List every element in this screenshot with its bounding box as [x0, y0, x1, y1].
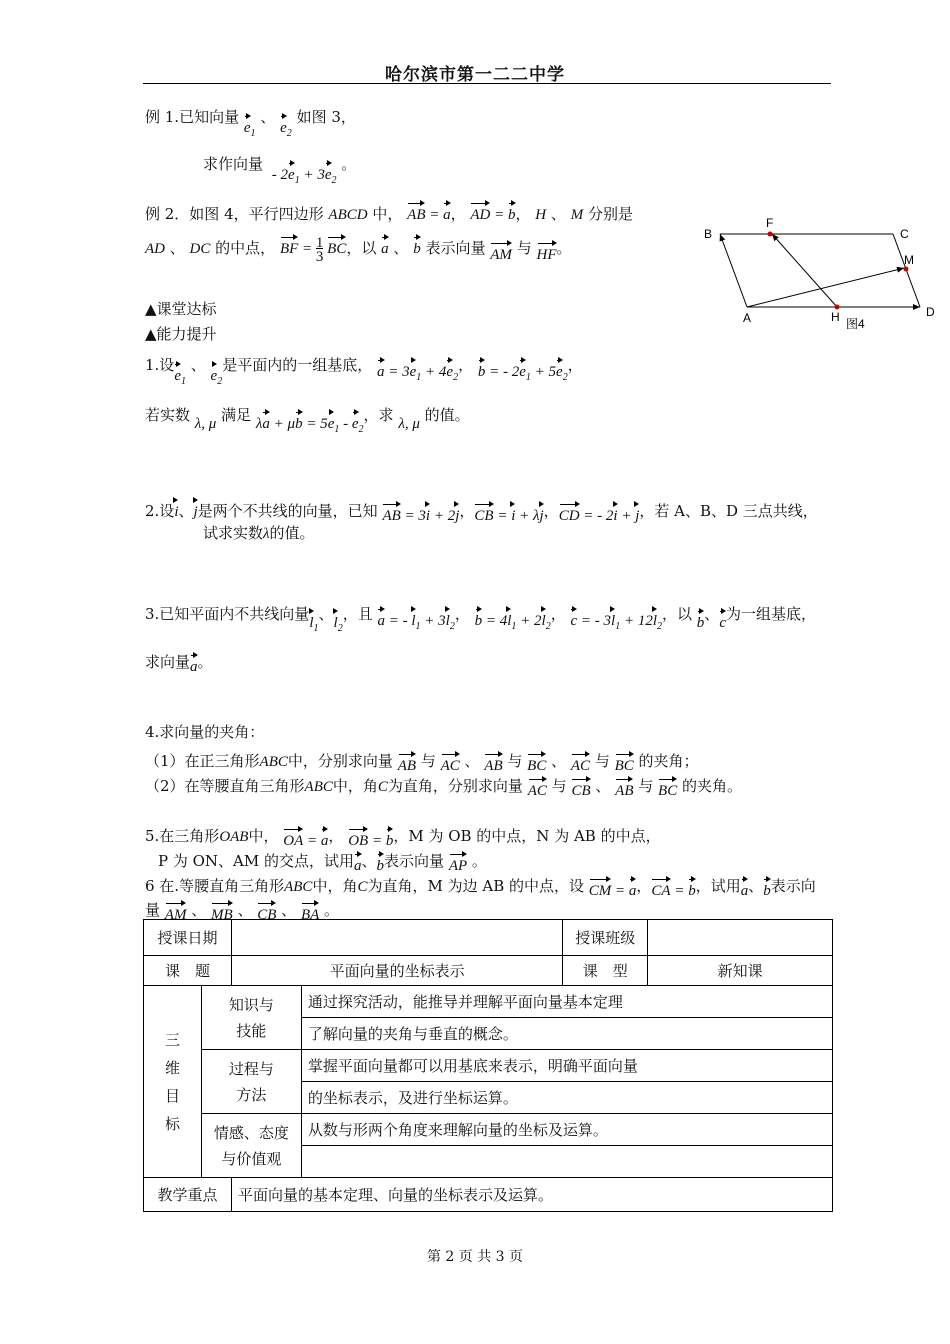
example-1-suffix: 如图 3，: [296, 108, 356, 126]
question-1-line-2: 若实数 λ, μ 满足 $\lambda a + \mu b = 5e_1 - e_2$，求 λ, μ 的值。: [145, 406, 470, 435]
question-6-line-1: 6 在.等腰直角三角形ABC中，角C为直角，M 为边 AB 的中点，设 CM = a，CA = b，试用a、b表示向: [145, 877, 816, 899]
point-F: [768, 232, 773, 237]
label-B: B: [704, 227, 713, 241]
label-C: C: [900, 227, 909, 241]
q4-p2-end: 的夹角。: [681, 777, 742, 795]
section-class-goal: ▲课堂达标: [145, 300, 217, 318]
lesson-plan-table: [143, 919, 833, 1212]
q5-line2: P 为 ON、AM 的交点，试用: [158, 852, 355, 870]
q2-prefix: 2.设: [145, 502, 175, 520]
label-A: A: [743, 311, 752, 325]
q2-line2: 试求实数: [203, 524, 264, 542]
question-2-line-1: 2.设i、j是两个不共线的向量，已知 AB = 3i + 2j，CB = i + λj，CD = - 2i + j，若 A、B、D 三点共线，: [145, 497, 818, 522]
q4-p1-mid: 中，分别求向量: [287, 752, 393, 770]
q3-line2: 求向量: [145, 653, 191, 671]
example-1-prefix: 例 1.已知向量: [145, 108, 240, 126]
example-2-hm: 分别是: [587, 205, 633, 223]
q2-text: 是两个不共线的向量，已知: [197, 502, 378, 520]
q4-p1-prefix: （1）在正三角形: [145, 752, 260, 770]
q3-and: ，且: [342, 605, 373, 623]
q2-tail: ，若 A、B、D 三点共线，: [639, 502, 818, 520]
knowledge-line-1: 通过探究活动，能推导并理解平面向量基本定理: [301, 986, 832, 1018]
q1-line2-prefix: 若实数: [145, 406, 191, 424]
example-2-line-2: AD 、 DC 的中点， BF = 1 3 BC，以 a 、 b 表示向量 AM 与 HF。: [145, 234, 572, 265]
figure-caption: 图4: [846, 317, 865, 331]
knowledge-label-1: 知识与: [228, 995, 274, 1014]
label-D: D: [926, 305, 935, 319]
q6-tail2: 表示向: [770, 877, 816, 895]
example-1-sep: 、: [260, 108, 276, 126]
page-footer: 第 2 页 共 3 页: [426, 1249, 524, 1265]
emotion-label: [201, 1114, 301, 1178]
knowledge-line-2: 了解向量的夹角与垂直的概念。: [301, 1018, 832, 1050]
question-6-line-2: 量 AM 、 MB 、 CB 、 BA 。: [145, 901, 340, 923]
label-H: H: [831, 310, 840, 324]
goals-char-2: 维: [164, 1058, 180, 1077]
process-line-2: 的坐标表示，及进行坐标运算。: [301, 1082, 832, 1114]
question-1-line-1: 1.设$e_1$ 、 $e_2$是平面内的一组基底， $a = 3e_1 + 4e_2$， b = - $2e_1 + 5e_2$，: [145, 356, 583, 387]
question-4-part-2: （2）在等腰直角三角形ABC中，角C为直角，分别求向量 AC 与 CB 、 AB 与 BC 的夹角。: [145, 777, 742, 799]
topic-value: 平面向量的坐标表示: [231, 956, 562, 986]
goals-char-4: 标: [164, 1114, 180, 1133]
q5-mid: 中，: [248, 827, 279, 845]
example-2-prefix: 例 2．如图 4，平行四边形: [145, 205, 324, 223]
figure-4-parallelogram: [700, 212, 940, 337]
question-3-line-2: 求向量a。: [145, 653, 213, 675]
point-H: [835, 305, 840, 310]
date-label: 授课日期: [144, 920, 232, 956]
emotion-line-1: 从数与形两个角度来理解向量的坐标及运算。: [301, 1114, 832, 1146]
emotion-line-2: [301, 1146, 832, 1178]
q2-line2-end: 的值。: [269, 524, 315, 542]
goals-char-3: 目: [164, 1086, 180, 1105]
page-header-title: 哈尔滨市第一二二中学: [385, 65, 565, 85]
q5-prefix: 5.在三角形: [145, 827, 220, 845]
label-M: M: [904, 253, 914, 267]
type-value: 新知课: [648, 956, 833, 986]
example-2-shape: ABCD: [328, 207, 368, 223]
class-value: [648, 920, 833, 956]
emotion-label-1: 情感、态度: [213, 1123, 289, 1142]
process-label-2: 方法: [236, 1085, 267, 1104]
emotion-label-2: 与价值观: [221, 1149, 282, 1168]
process-line-1: 掌握平面向量都可以用基底来表示，明确平面向量: [301, 1050, 832, 1082]
q1-line2-mid: 满足: [221, 406, 252, 424]
example-1-line-2: 求作向量 - $2e_1 + 3e_2$ 。: [203, 155, 357, 186]
example-2-text-c: 表示向量: [425, 239, 486, 257]
q1-line2-end: ，求: [363, 406, 394, 424]
q4-p2-prefix: （2）在等腰直角三角形: [145, 777, 305, 795]
section-ability: ▲能力提升: [145, 325, 217, 343]
question-4-title: 4.求向量的夹角：: [145, 723, 265, 741]
example-2-text-d: 与: [516, 239, 532, 257]
focus-value: 平面向量的基本定理、向量的坐标表示及运算。: [231, 1178, 832, 1212]
q6-mid: 中，角: [312, 877, 358, 895]
question-3-line-1: 3.已知平面内不共线向量$l_1$、$l_2$，且 a = - $l_1 + 3l_2$， $b = 4l_1 + 2l_2$， c = - $3l_1 + 12l_2$，以 b、c为一组基底，: [145, 605, 816, 634]
focus-label: 教学重点: [144, 1178, 232, 1212]
type-label: 课 型: [563, 956, 648, 986]
knowledge-label: [201, 986, 301, 1050]
q6-mid2: 为直角，M 为边 AB 的中点，设: [367, 877, 584, 895]
question-2-line-2: 试求实数λ的值。: [203, 524, 315, 542]
topic-label: 课 题: [144, 956, 232, 986]
three-dimension-goals-label: [144, 986, 202, 1178]
q4-p2-mid2: 为直角，分别求向量: [387, 777, 523, 795]
q1-prefix: 1.设: [145, 356, 175, 374]
point-M: [904, 267, 909, 272]
q3-tail-a: ，以: [662, 605, 693, 623]
class-label: 授课班级: [563, 920, 648, 956]
example-2-text-a: 的中点，: [215, 239, 276, 257]
process-label-1: 过程与: [228, 1059, 274, 1078]
example-2-mid: 中，: [372, 205, 403, 223]
q6-line2: 量: [145, 901, 161, 919]
q3-tail-b: 为一组基底，: [725, 605, 816, 623]
goals-char-1: 三: [164, 1030, 180, 1049]
q6-tail: ，试用: [695, 877, 741, 895]
question-5-line-2: P 为 ON、AM 的交点，试用a、b表示向量 AP 。: [158, 852, 487, 874]
q4-p2-mid: 中，角: [332, 777, 378, 795]
example-2-line-1: 例 2．如图 4，平行四边形 ABCD 中， AB = a， AD = b， H 、 M 分别是: [145, 200, 633, 225]
q5-line2-b: 表示向量: [384, 852, 445, 870]
q1-text: 是平面内的一组基底，: [222, 356, 373, 374]
q6-prefix: 6 在.等腰直角三角形: [145, 877, 285, 895]
date-value: [231, 920, 562, 956]
label-F: F: [766, 216, 774, 230]
q1-line2-tail: 的值。: [424, 406, 470, 424]
example-2-text-b: ，以: [346, 239, 377, 257]
question-4-part-1: （1）在正三角形ABC中，分别求向量 AB 与 AC 、 AB 与 BC 、 AC 与 BC 的夹角；: [145, 752, 699, 774]
q5-tail: ，M 为 OB 的中点，N 为 AB 的中点，: [393, 827, 661, 845]
process-label: [201, 1050, 301, 1114]
knowledge-label-2: 技能: [236, 1021, 267, 1040]
example-1-line-1: 例 1.已知向量 $e_1$ 、 $e_2$ 如图 3，: [145, 108, 356, 139]
question-5-line-1: 5.在三角形OAB中， OA = a， OB = b，M 为 OB 的中点，N 为 AB 的中点，: [145, 827, 661, 849]
vector-HF: [772, 234, 837, 307]
vector-AB: [720, 234, 747, 307]
example-2-text-e: 。: [556, 239, 572, 257]
q3-prefix: 3.已知平面内不共线向量: [145, 605, 310, 623]
header-rule: [143, 83, 831, 84]
vector-AM: [747, 268, 904, 307]
example-1-task: 求作向量: [203, 155, 264, 173]
q4-p1-end: 的夹角；: [638, 752, 699, 770]
